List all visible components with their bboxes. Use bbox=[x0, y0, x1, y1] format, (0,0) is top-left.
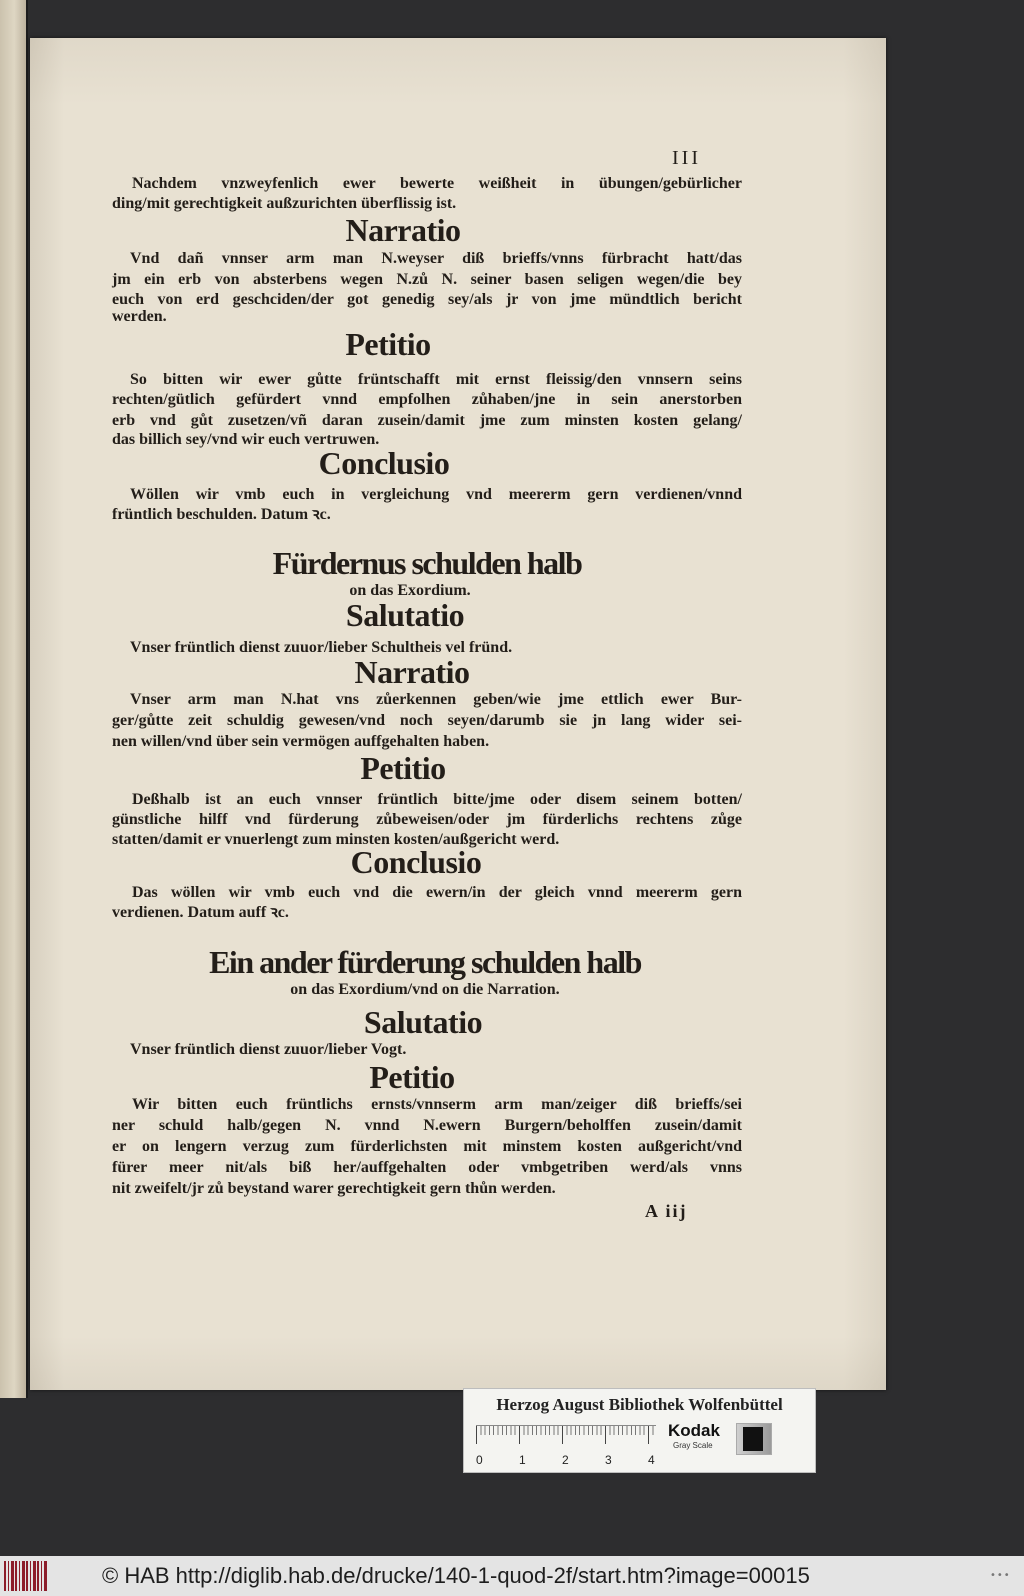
text-line: nen willen/vnd über sein vermögen auffgehalten haben. bbox=[112, 733, 490, 750]
letter-subtitle: on das Exordium. bbox=[349, 582, 471, 599]
text-line: Das wöllen wir vmb euch vnd die ewern/in der gleich vnnd meererm gern bbox=[132, 884, 742, 901]
section-heading-salutatio: Salutatio bbox=[345, 597, 465, 633]
text-line: er on lengern verzug zum fürderlichsten mit minstem kosten außgericht/vnd bbox=[112, 1138, 742, 1155]
text-line: Vnser arm man N.hat vns zůerkennen geben/wie jme ettlich ewer Bur- bbox=[130, 691, 742, 708]
ruler-scale-number: 4 bbox=[648, 1453, 655, 1467]
section-heading-narratio: Narratio bbox=[354, 654, 470, 690]
color-calibration-card bbox=[463, 1388, 816, 1473]
more-dots-icon[interactable]: ••• bbox=[990, 1570, 1011, 1581]
ruler-scale-number: 1 bbox=[519, 1453, 526, 1467]
letter-title: Ein ander fürderung schulden halb bbox=[209, 944, 641, 980]
book-page bbox=[30, 38, 886, 1390]
section-heading-conclusio: Conclusio bbox=[350, 844, 482, 880]
text-line: So bitten wir ewer gůtte früntschafft mit ernst fleissig/den vnnsern seins bbox=[130, 371, 742, 388]
text-line: das billich sey/vnd wir euch vertruwen. bbox=[112, 431, 380, 448]
letter-subtitle: on das Exordium/vnd on die Narration. bbox=[290, 981, 560, 998]
text-line: Vnser früntlich dienst zuuor/lieber Schultheis vel fründ. bbox=[130, 639, 513, 656]
text-line: erb vnd gůt zusetzen/vñ daran zusein/damit jme zum minsten kosten gelang/ bbox=[112, 412, 742, 429]
text-line: ner schuld halb/gegen N. vnnd N.ewern Burgern/beholffen zusein/damit bbox=[112, 1117, 742, 1134]
text-line: günstliche hilff vnd fürderung zůbeweisen/oder jm fürderlichs rechtens zůge bbox=[112, 811, 742, 828]
text-line: nit zweifelt/jr zů beystand warer gerechtigkeit gern thůn werden. bbox=[112, 1180, 556, 1197]
signature-mark: A iij bbox=[645, 1201, 688, 1221]
library-name: Herzog August Bibliothek Wolfenbüttel bbox=[496, 1395, 783, 1414]
ruler-scale-number: 0 bbox=[476, 1453, 483, 1467]
text-line: Nachdem vnzweyfenlich ewer bewerte weißheit in übungen/gebürlicher bbox=[132, 175, 742, 192]
source-url[interactable]: © HAB http://diglib.hab.de/drucke/140-1-quod-2f/start.htm?image=00015 bbox=[102, 1563, 810, 1588]
folio-number: III bbox=[672, 147, 701, 169]
kodak-logo: Kodak bbox=[668, 1421, 720, 1440]
text-line: Wir bitten euch früntlichs ernsts/vnnserm arm man/zeiger diß brieffs/sei bbox=[132, 1096, 742, 1113]
text-line: fürer meer nit/als biß her/auffgehalten oder vmbgetriben werd/als vnns bbox=[112, 1159, 742, 1176]
footer-bar bbox=[0, 1556, 1024, 1596]
text-line: Wöllen wir vmb euch in vergleichung vnd meererm gern verdienen/vnnd bbox=[130, 486, 742, 503]
ruler-scale-number: 3 bbox=[605, 1453, 612, 1467]
previous-page-edge bbox=[0, 0, 28, 1398]
text-line: rechten/gütlich gefürdert vnnd empfolhen zůhaben/jne in sein anerstorben bbox=[112, 391, 742, 408]
text-line: werden. bbox=[112, 308, 167, 325]
text-line: euch von erd geschciden/der got genedig sey/als jr von jme mündtlich bericht bbox=[112, 291, 742, 308]
barcode-icon bbox=[4, 1561, 48, 1591]
letter-title: Fürdernus schulden halb bbox=[272, 545, 582, 581]
text-line: Vnser früntlich dienst zuuor/lieber Vogt. bbox=[130, 1041, 407, 1058]
text-line: früntlich beschulden. Datum ꝛc. bbox=[112, 506, 331, 523]
text-line: statten/damit er vnuerlengt zum minsten kosten/außgericht werd. bbox=[112, 831, 560, 848]
section-heading-conclusio: Conclusio bbox=[318, 445, 450, 481]
kodak-gray-scale-label: Gray Scale bbox=[673, 1441, 713, 1450]
text-line: ger/gůtte zeit schuldig gewesen/vnd noch seyen/darumb sie jn lang wider sei- bbox=[112, 712, 742, 729]
text-line: jm ein erb von absterbens wegen N.zů N. seiner basen seligen wegen/die bey bbox=[112, 271, 742, 288]
section-heading-petitio: Petitio bbox=[360, 750, 446, 786]
text-line: ding/mit gerechtigkeit außzurichten überflissig ist. bbox=[112, 195, 457, 212]
ruler-scale-number: 2 bbox=[562, 1453, 569, 1467]
text-line: Deßhalb ist an euch vnnser früntlich bitte/jme oder disem seinem botten/ bbox=[132, 791, 742, 808]
section-heading-narratio: Narratio bbox=[345, 212, 461, 248]
text-line: Vnd dañ vnnser arm man N.weyser diß brieffs/vnns fürbracht hatt/das bbox=[130, 250, 742, 267]
section-heading-petitio: Petitio bbox=[345, 326, 431, 362]
section-heading-petitio: Petitio bbox=[369, 1059, 455, 1095]
text-line: verdienen. Datum auff ꝛc. bbox=[112, 904, 289, 921]
measurement-ruler bbox=[476, 1425, 656, 1446]
section-heading-salutatio: Salutatio bbox=[363, 1004, 483, 1040]
black-patch bbox=[743, 1427, 763, 1451]
gray-scale-patch bbox=[736, 1423, 772, 1455]
